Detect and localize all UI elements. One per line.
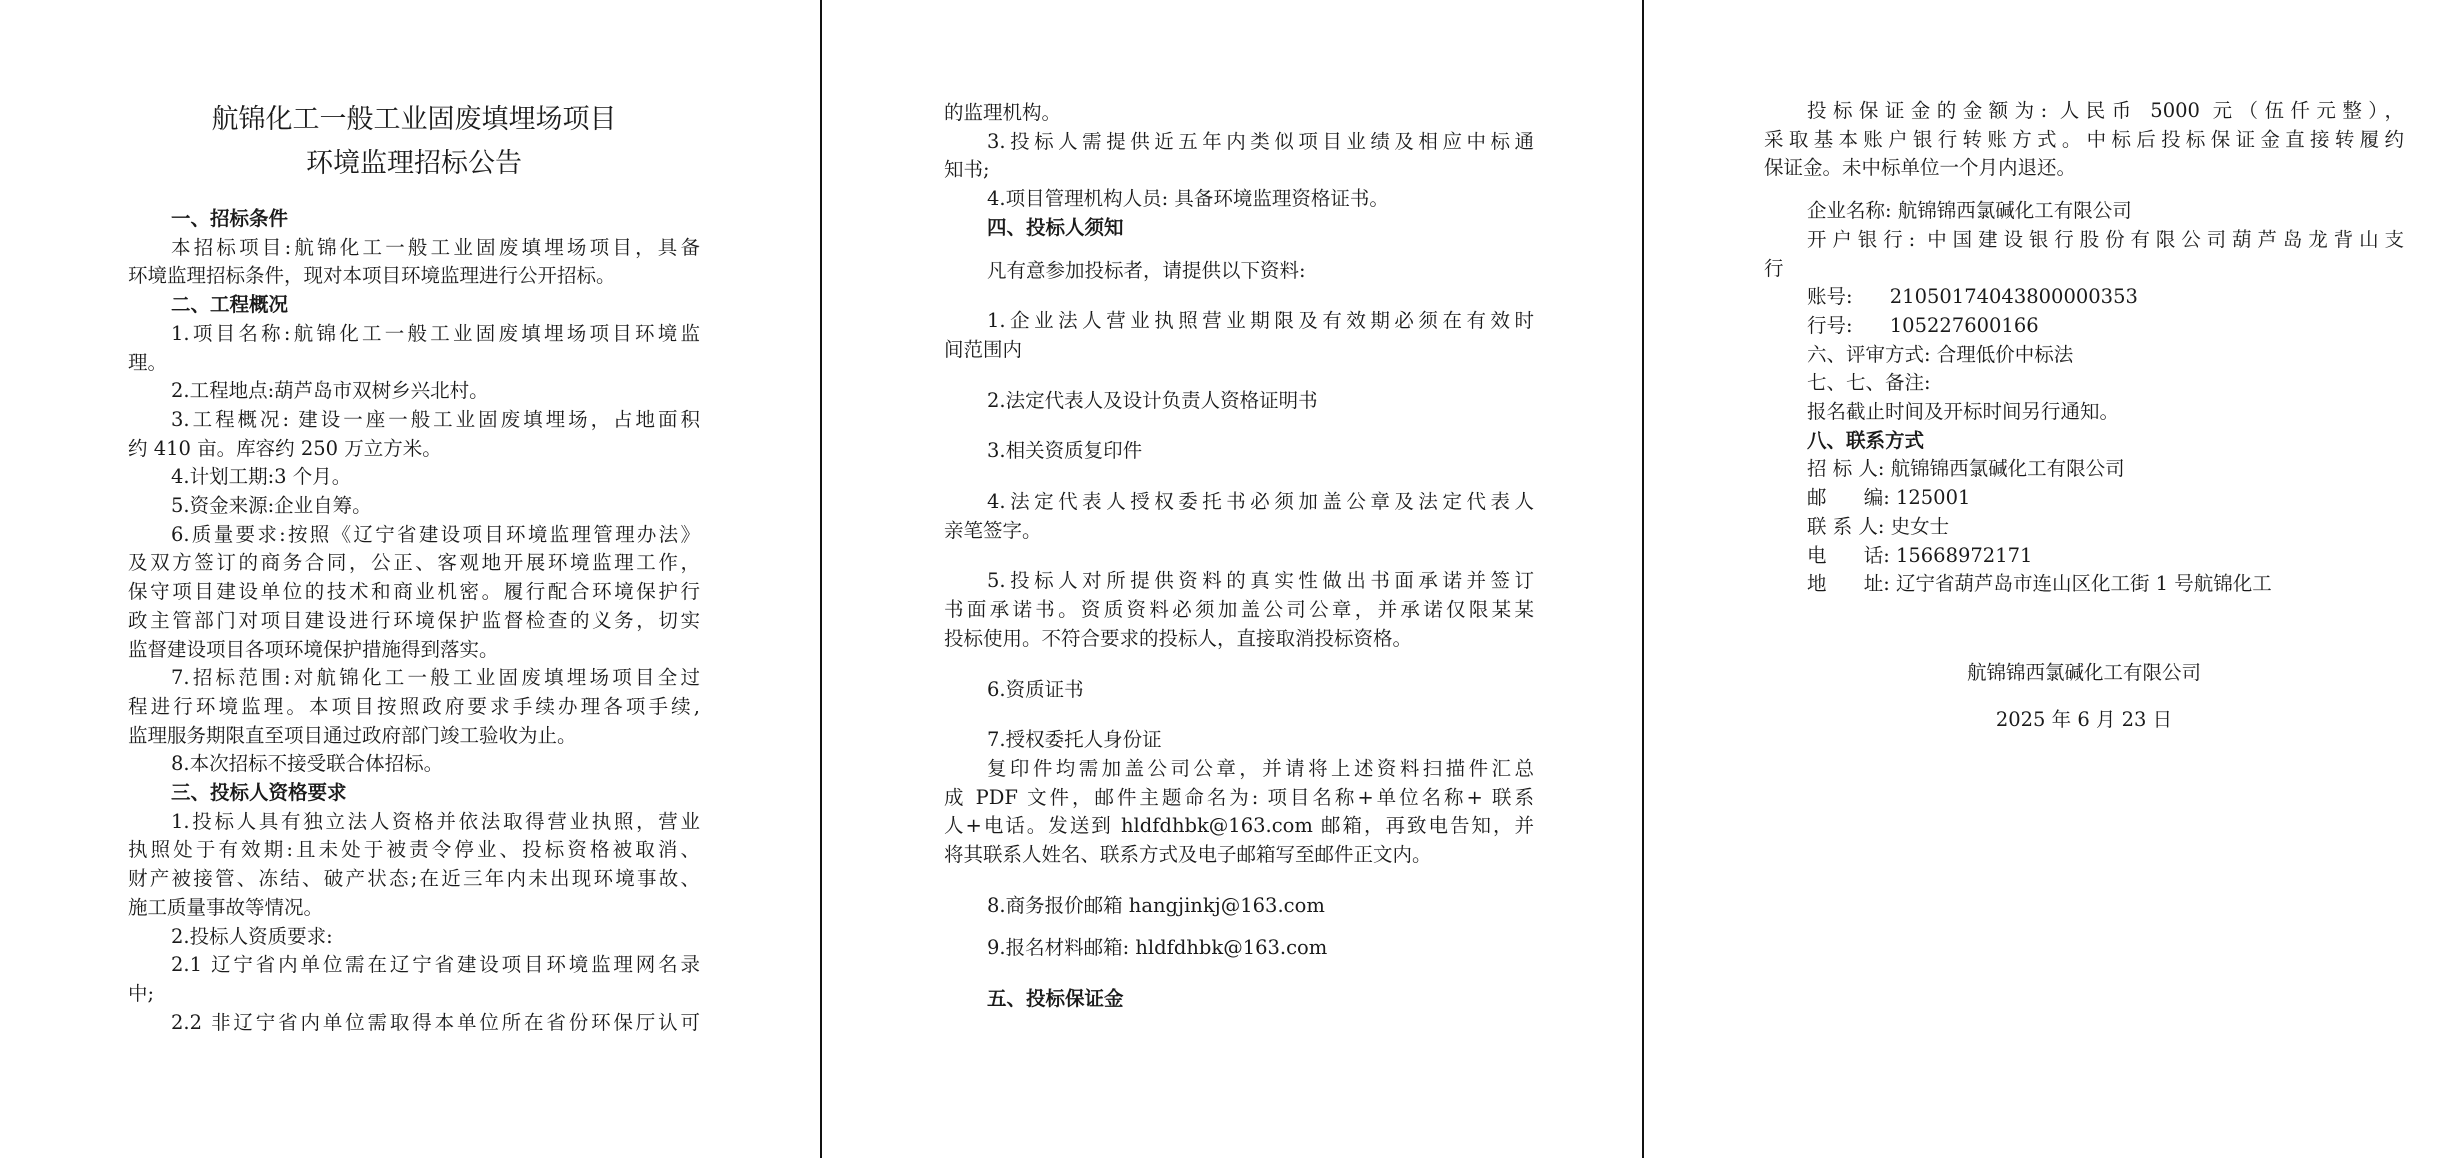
section-heading: 四、投标人须知 [987, 215, 1124, 239]
body-line: 及双方签订的商务合同，公正、客观地开展环境监理工作， [128, 551, 700, 575]
body-line: 复印件均需加盖公司公章，并请将上述资料扫描件汇总 [987, 756, 1534, 780]
email-line: 8.商务报价邮箱 hangjinkj@163.com [987, 893, 1325, 917]
body-line: 保守项目建设单位的技术和商业机密。履行配合环境保护行 [128, 580, 700, 604]
bank-line: 开户银行: 中国建设银行股份有限公司葫芦岛龙背山支 [1807, 227, 2404, 251]
page-3 [1644, 0, 2458, 1158]
section-heading: 六、评审方式: 合理低价中标法 [1807, 342, 2074, 366]
body-line: 1.项目名称:航锦化工一般工业固废填埋场项目环境监 [171, 321, 700, 345]
body-line: 5.投标人对所提供资料的真实性做出书面承诺并签订 [987, 569, 1534, 593]
body-line: 5.资金来源:企业自筹。 [171, 494, 372, 518]
body-line: 2.投标人资质要求: [171, 924, 333, 948]
body-line: 4.法定代表人授权委托书必须加盖公章及法定代表人 [987, 490, 1534, 514]
page-1-body [128, 205, 700, 1037]
body-line: 6.质量要求:按照《辽宁省建设项目环境监理管理办法》 [171, 522, 700, 546]
body-line: 本招标项目:航锦化工一般工业固废填埋场项目，具备 [171, 235, 700, 259]
body-line: 人+电话。发送到 hldfdhbk@163.com 邮箱，再致电告知，并 [944, 814, 1534, 838]
page-2-body [944, 99, 1534, 1014]
doc-title-line-2: 环境监理招标公告 [306, 148, 522, 179]
body-line: 财产被接管、冻结、破产状态;在近三年内未出现环境事故、 [128, 867, 700, 891]
body-line: 6.资质证书 [987, 677, 1084, 701]
body-line: 报名截止时间及开标时间另行通知。 [1807, 400, 2120, 424]
contact-line: 地 址: 辽宁省葫芦岛市连山区化工街 1 号航锦化工 [1807, 572, 2272, 596]
body-line: 亲笔签字。 [944, 518, 1042, 542]
body-line: 3.投标人需提供近五年内类似项目业绩及相应中标通 [987, 129, 1534, 153]
body-line: 保证金。未中标单位一个月内退还。 [1764, 156, 2077, 180]
company-name-line: 企业名称: 航锦锦西氯碱化工有限公司 [1807, 199, 2132, 223]
body-line: 中; [128, 981, 155, 1005]
body-line: 3.工程概况: 建设一座一般工业固废填埋场，占地面积 [171, 407, 700, 431]
body-line: 知书; [944, 158, 990, 182]
signature-company: 航锦锦西氯碱化工有限公司 [1966, 660, 2201, 684]
body-line: 4.项目管理机构人员: 具备环境监理资格证书。 [987, 187, 1389, 211]
body-line: 采取基本账户银行转账方式。中标后投标保证金直接转履约 [1764, 127, 2404, 151]
contact-line: 电 话: 15668972171 [1807, 543, 2033, 567]
signature-date: 2025 年 6 月 23 日 [1995, 707, 2173, 731]
contact-line: 邮 编: 125001 [1807, 486, 1971, 510]
section-heading: 一、招标条件 [171, 207, 289, 230]
body-line: 8.本次招标不接受联合体招标。 [171, 752, 444, 776]
body-line: 的监理机构。 [944, 101, 1062, 124]
body-line: 将其联系人姓名、联系方式及电子邮箱写至邮件正文内。 [944, 843, 1432, 867]
body-line: 4.计划工期:3 个月。 [171, 465, 352, 489]
body-line: 2.2 非辽宁省内单位需取得本单位所在省份环保厅认可 [171, 1010, 700, 1034]
page-2 [822, 0, 1642, 1158]
account-number-line: 账号: 21050174043800000353 [1807, 285, 2138, 309]
section-heading: 八、联系方式 [1807, 428, 1925, 452]
body-line: 政主管部门对项目建设进行环境保护监督检查的义务，切实 [128, 608, 700, 632]
body-line: 间范围内 [944, 337, 1023, 361]
section-heading: 三、投标人资格要求 [171, 781, 347, 805]
page-1 [0, 0, 820, 1158]
section-heading: 五、投标保证金 [987, 987, 1124, 1011]
body-line: 理。 [128, 350, 168, 374]
body-line: 2.工程地点:葫芦岛市双树乡兴北村。 [171, 379, 489, 403]
page-3-body [1764, 97, 2404, 734]
body-line: 凡有意参加投标者，请提供以下资料: [987, 258, 1306, 282]
body-line: 程进行环境监理。本项目按照政府要求手续办理各项手续, [128, 694, 700, 718]
body-line: 1.企业法人营业执照营业期限及有效期必须在有效时 [987, 309, 1534, 333]
body-line: 2.法定代表人及设计负责人资格证明书 [987, 388, 1318, 412]
body-line: 监理服务期限直至项目通过政府部门竣工验收为止。 [128, 723, 577, 747]
body-line: 3.相关资质复印件 [987, 439, 1143, 463]
body-line: 书面承诺书。资质资料必须加盖公司公章，并承诺仅限某某 [944, 598, 1534, 622]
body-line: 7.授权委托人身份证 [987, 728, 1162, 752]
body-line: 执照处于有效期:且未处于被责令停业、投标资格被取消、 [128, 838, 700, 862]
email-line: 9.报名材料邮箱: hldfdhbk@163.com [987, 936, 1328, 960]
body-line: 2.1 辽宁省内单位需在辽宁省建设项目环境监理网名录 [171, 953, 700, 977]
bank-line: 行 [1764, 256, 1784, 280]
body-line: 施工质量事故等情况。 [128, 895, 324, 919]
bank-code-line: 行号: 105227600166 [1807, 313, 2039, 337]
doc-title-line-1: 航锦化工一般工业固废填埋场项目 [211, 104, 617, 135]
body-line: 环境监理招标条件，现对本项目环境监理进行公开招标。 [128, 264, 616, 288]
body-line: 投标使用。不符合要求的投标人，直接取消投标资格。 [944, 626, 1413, 650]
body-line: 约 410 亩。库容约 250 万立方米。 [128, 436, 442, 460]
body-line: 监督建设项目各项环境保护措施得到落实。 [128, 637, 499, 661]
body-line: 1.投标人具有独立法人资格并依法取得营业执照，营业 [171, 809, 700, 833]
section-heading: 二、工程概况 [171, 293, 289, 317]
body-line: 投标保证金的金额为: 人民币 5000 元（伍仟元整）， [1807, 99, 2404, 122]
contact-line: 联 系 人: 史女士 [1807, 514, 1950, 538]
body-line: 成 PDF 文件，邮件主题命名为: 项目名称+单位名称+ 联系 [944, 785, 1534, 809]
contact-line: 招 标 人: 航锦锦西氯碱化工有限公司 [1807, 457, 2125, 481]
section-heading: 七、七、备注: [1807, 371, 1931, 395]
body-line: 7.招标范围:对航锦化工一般工业固废填埋场项目全过 [171, 666, 700, 690]
